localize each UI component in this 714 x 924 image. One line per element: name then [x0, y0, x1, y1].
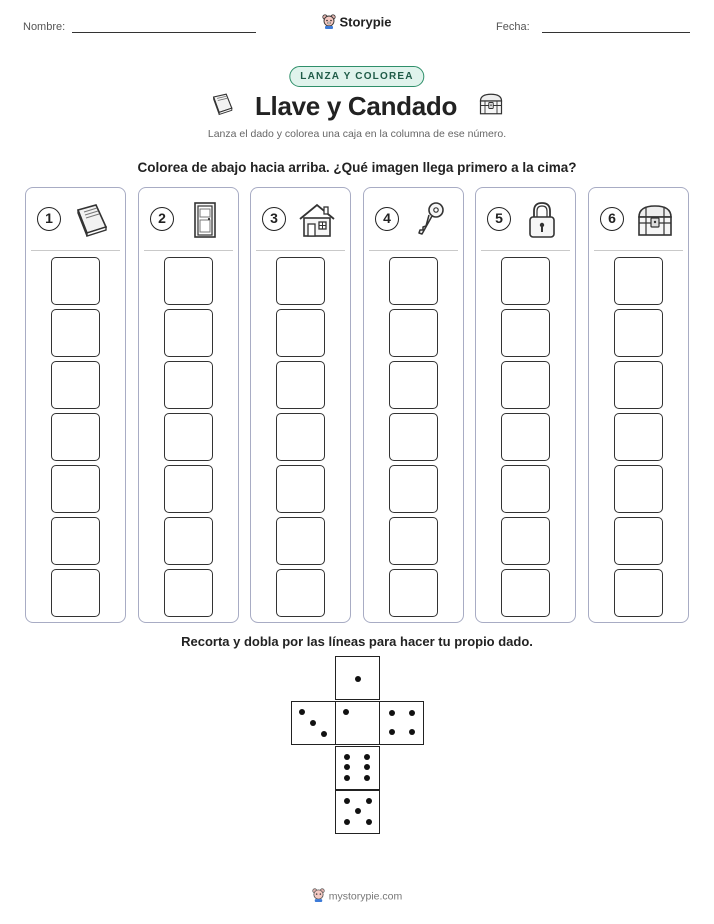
- die-pip: [344, 819, 350, 825]
- color-box[interactable]: [164, 517, 213, 565]
- color-box[interactable]: [164, 569, 213, 617]
- key-icon: [410, 200, 450, 240]
- name-line: [72, 32, 256, 33]
- color-box[interactable]: [614, 361, 663, 409]
- die-pip: [343, 709, 349, 715]
- brand-name: Storypie: [339, 14, 392, 30]
- title-row: [0, 90, 714, 123]
- padlock-icon: [522, 200, 562, 240]
- door-icon: [185, 200, 225, 240]
- color-box[interactable]: [276, 257, 325, 305]
- color-box[interactable]: [614, 309, 663, 357]
- die-pip: [389, 710, 395, 716]
- die-face: [379, 701, 424, 745]
- cut-instruction: Recorta y dobla por las líneas para hacer tu propio dado.: [181, 634, 533, 649]
- page-subtitle: Lanza el dado y colorea una caja en la columna de ese número.: [207, 128, 507, 140]
- treasure-chest-icon: [635, 200, 675, 240]
- color-box[interactable]: [51, 569, 100, 617]
- color-box[interactable]: [276, 517, 325, 565]
- color-box[interactable]: [276, 413, 325, 461]
- color-box[interactable]: [501, 569, 550, 617]
- column-4: [363, 187, 464, 623]
- coloring-instruction: Colorea de abajo hacia arriba. ¿Qué imagen llega primero a la cima?: [137, 160, 577, 175]
- name-label: Nombre:: [23, 21, 66, 33]
- book-icon: [208, 90, 236, 123]
- column-divider: [256, 250, 345, 251]
- die-pip: [409, 729, 415, 735]
- color-box[interactable]: [389, 569, 438, 617]
- column-number: 6: [600, 207, 624, 231]
- die-pip: [299, 709, 305, 715]
- column-3: [250, 187, 351, 623]
- color-box[interactable]: [614, 465, 663, 513]
- color-box[interactable]: [164, 465, 213, 513]
- color-box[interactable]: [51, 465, 100, 513]
- die-pip: [364, 775, 370, 781]
- color-box[interactable]: [389, 309, 438, 357]
- die-pip: [355, 808, 361, 814]
- date-line: [542, 32, 690, 33]
- color-box[interactable]: [614, 569, 663, 617]
- bear-mascot-icon: [322, 14, 336, 32]
- column-number: 5: [487, 207, 511, 231]
- color-box[interactable]: [276, 465, 325, 513]
- column-number: 1: [37, 207, 61, 231]
- column-divider: [369, 250, 458, 251]
- footer: [0, 888, 714, 905]
- die-pip: [344, 754, 350, 760]
- column-1: [25, 187, 126, 623]
- date-label: Fecha:: [496, 21, 530, 33]
- book-icon: [72, 200, 112, 240]
- color-box[interactable]: [501, 257, 550, 305]
- color-box[interactable]: [389, 361, 438, 409]
- color-box[interactable]: [614, 413, 663, 461]
- column-5: [475, 187, 576, 623]
- color-box[interactable]: [389, 517, 438, 565]
- color-box[interactable]: [501, 465, 550, 513]
- footer-url[interactable]: mystorypie.com: [328, 890, 403, 903]
- treasure-chest-icon: [476, 90, 506, 123]
- die-face: [335, 701, 380, 745]
- color-box[interactable]: [164, 361, 213, 409]
- color-box[interactable]: [501, 361, 550, 409]
- color-box[interactable]: [501, 309, 550, 357]
- die-pip: [366, 819, 372, 825]
- die-pip: [366, 798, 372, 804]
- die-pip: [344, 764, 350, 770]
- color-box[interactable]: [276, 309, 325, 357]
- color-box[interactable]: [276, 569, 325, 617]
- column-divider: [594, 250, 683, 251]
- house-icon: [297, 200, 337, 240]
- color-box[interactable]: [501, 517, 550, 565]
- bear-mascot-icon: [312, 888, 325, 905]
- color-box[interactable]: [51, 413, 100, 461]
- color-box[interactable]: [389, 257, 438, 305]
- activity-badge: LANZA Y COLOREA: [289, 66, 424, 87]
- color-box[interactable]: [389, 413, 438, 461]
- column-2: [138, 187, 239, 623]
- column-number: 4: [375, 207, 399, 231]
- color-box[interactable]: [164, 257, 213, 305]
- color-box[interactable]: [501, 413, 550, 461]
- column-divider: [31, 250, 120, 251]
- color-box[interactable]: [51, 517, 100, 565]
- die-pip: [389, 729, 395, 735]
- die-pip: [344, 798, 350, 804]
- column-6: [588, 187, 689, 623]
- color-box[interactable]: [51, 257, 100, 305]
- color-box[interactable]: [51, 309, 100, 357]
- column-number: 3: [262, 207, 286, 231]
- color-box[interactable]: [276, 361, 325, 409]
- color-box[interactable]: [614, 517, 663, 565]
- color-box[interactable]: [164, 413, 213, 461]
- die-pip: [364, 754, 370, 760]
- color-box[interactable]: [51, 361, 100, 409]
- die-face: [335, 746, 380, 790]
- color-box[interactable]: [164, 309, 213, 357]
- die-pip: [409, 710, 415, 716]
- die-pip: [344, 775, 350, 781]
- color-box[interactable]: [389, 465, 438, 513]
- color-box[interactable]: [614, 257, 663, 305]
- die-pip: [321, 731, 327, 737]
- column-divider: [144, 250, 233, 251]
- die-pip: [355, 676, 361, 682]
- brand-logo: [0, 14, 714, 32]
- die-pip: [364, 764, 370, 770]
- column-number: 2: [150, 207, 174, 231]
- column-divider: [481, 250, 570, 251]
- page-title: Llave y Candado: [254, 91, 458, 121]
- die-pip: [310, 720, 316, 726]
